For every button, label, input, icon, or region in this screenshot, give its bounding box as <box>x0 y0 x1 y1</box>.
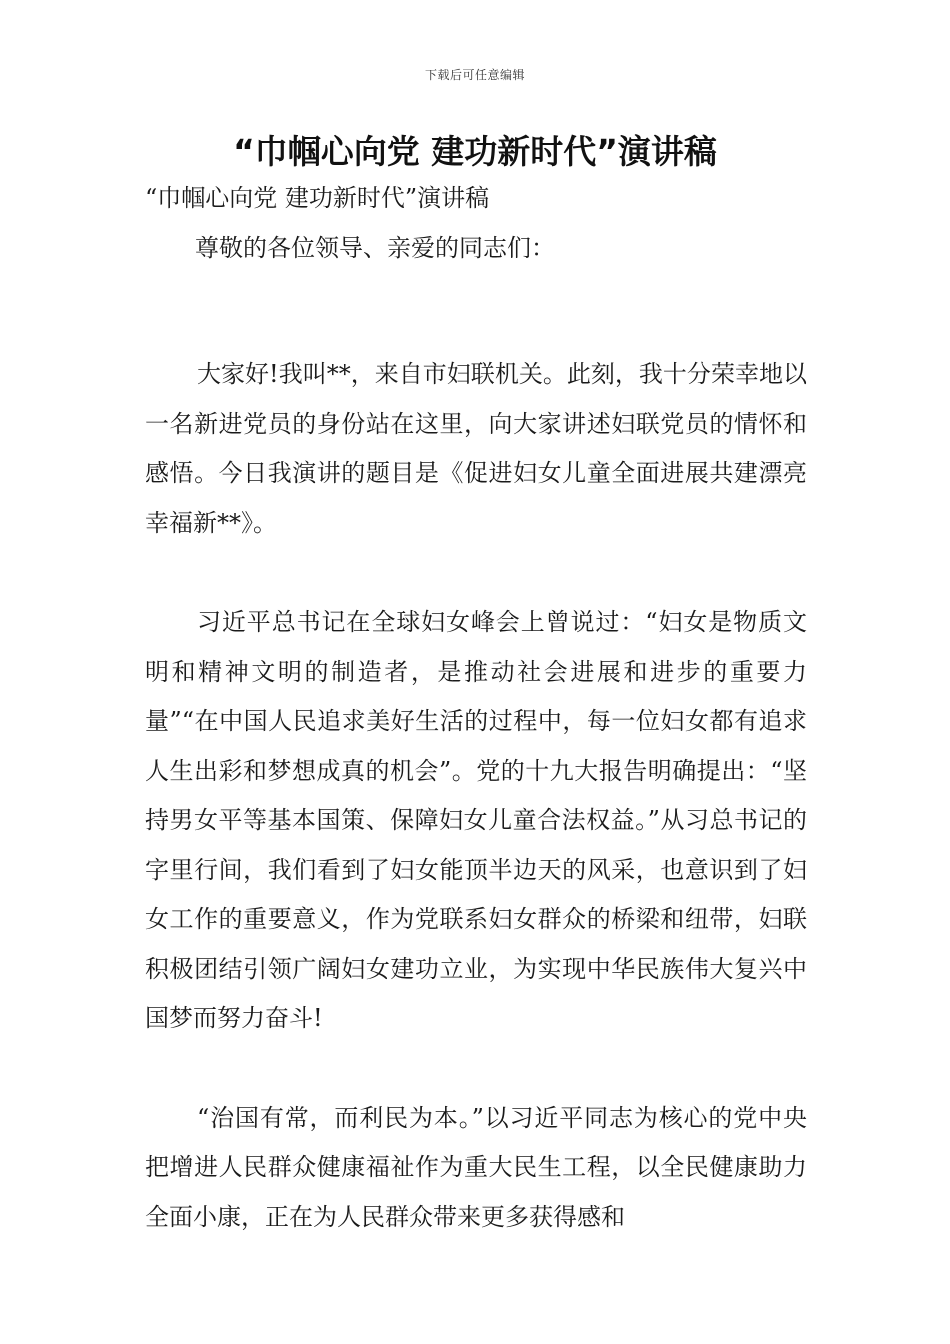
header-note: 下载后可任意编辑 <box>424 68 525 82</box>
paragraph-1: 大家好!我叫**，来自市妇联机关。此刻，我十分荣幸地以一名新进党员的身份站在这里，向大家讲述妇联党员的情怀和感悟。今日我演讲的题目是《促进妇女儿童全面进展共建漂亮幸福新**》。 <box>145 360 807 537</box>
document-body <box>145 178 807 1242</box>
paragraph-2: 习近平总书记在全球妇女峰会上曾说过：“妇女是物质文明和精神文明的制造者，是推动社会进展和进步的重要力量”“在中国人民追求美好生活的过程中，每一位妇女都有追求人生出彩和梦想成真的机会”。党的十九大报告明确提出：“坚持男女平等基本国策、保障妇女儿童合法权益。”从习总书记的字里行间，我们看到了妇女能顶半边天的风采，也意识到了妇女工作的重要意义，作为党联系妇女群众的桥梁和纽带，妇联积极团结引领广阔妇女建功立业，为实现中华民族伟大复兴中国梦而努力奋斗! <box>145 608 807 1032</box>
salutation: 尊敬的各位领导、亲爱的同志们： <box>195 234 555 262</box>
document-title: “巾帼心向党 建功新时代”演讲稿 <box>233 132 717 171</box>
document-subtitle: “巾帼心向党 建功新时代”演讲稿 <box>145 184 490 212</box>
paragraph-3: “治国有常，而利民为本。”以习近平同志为核心的党中央把增进人民群众健康福祉作为重大民生工程，以全民健康助力全面小康，正在为人民群众带来更多获得感和 <box>145 1103 807 1231</box>
